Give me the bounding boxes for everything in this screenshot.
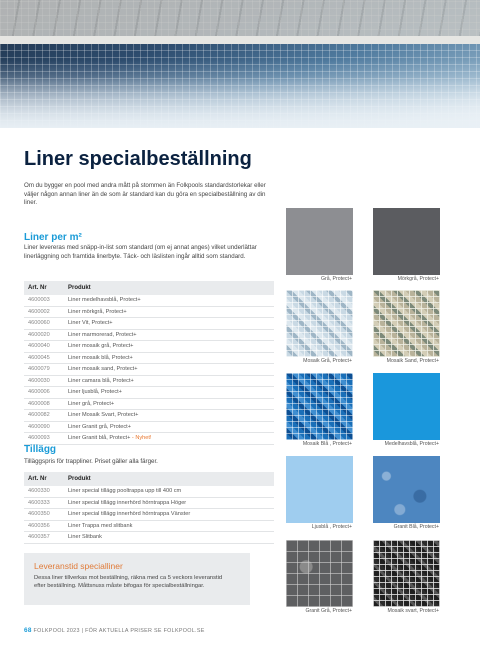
section-description-tillagg: Tilläggspris för trappliner. Priset gäller alla färger. [24, 458, 158, 465]
product-name: Liner mörkgrå, Protect+ [64, 306, 274, 318]
table-row [24, 410, 274, 422]
tillagg-table [24, 472, 274, 544]
swatch-caption: Granit Blå, Protect+ [393, 524, 439, 530]
art-number: 4600356 [24, 520, 64, 532]
swatch-ljusbla [286, 456, 353, 523]
table-row [24, 318, 274, 330]
section-heading-tillagg: Tillägg [24, 444, 57, 455]
table-row [24, 329, 274, 341]
news-badge: - Nyhet! [131, 435, 152, 442]
product-name: Liner special tillägg innerhörd hörntrappa Höger [64, 497, 274, 509]
product-name: Liner grå, Protect+ [64, 398, 274, 410]
swatch-mosaik-sand [373, 290, 440, 357]
art-number: 4600002 [24, 306, 64, 318]
product-name: Liner Mosaik Svart, Protect+ [64, 410, 274, 422]
column-header-art: Art. Nr [24, 281, 64, 295]
swatch-caption: Mosaik svart, Protect+ [387, 608, 439, 614]
swatch-caption: Ljusblå , Protect+ [311, 524, 352, 530]
product-name: Liner mosaik sand, Protect+ [64, 364, 274, 376]
swatch-caption: Mosaik Blå , Protect+ [302, 441, 352, 447]
table-row [24, 433, 274, 445]
column-header-product: Produkt [64, 472, 274, 486]
table-row [24, 295, 274, 306]
table-header-row [24, 472, 274, 486]
column-header-art: Art. Nr [24, 472, 64, 486]
swatch-caption: Mörkgrå, Protect+ [397, 276, 439, 282]
column-header-product: Produkt [64, 281, 274, 295]
table-row [24, 497, 274, 509]
table-row [24, 306, 274, 318]
swatch-morkgra [373, 208, 440, 275]
product-name: Liner camara blå, Protect+ [64, 375, 274, 387]
hero-pool-deck [0, 0, 480, 40]
product-name: Liner Slitbank [64, 532, 274, 544]
section-heading-liner: Liner per m² [24, 232, 82, 243]
art-number: 4600030 [24, 375, 64, 387]
swatch-caption: Granit Grå, Protect+ [305, 608, 352, 614]
notice-text: Dessa liner tillverkas mot beställning, räkna med ca 5 veckors leveranstid efter beställning. Måttsnuss måste bifogas för specialbeställningar. [34, 575, 223, 589]
swatch-caption: Medelhavsblå, Protect+ [384, 441, 439, 447]
product-name: Liner mosaik blå, Protect+ [64, 352, 274, 364]
page-title: Liner specialbeställning [24, 148, 252, 170]
swatch-caption: Mosaik Grå, Protect+ [303, 358, 352, 364]
art-number: 4600079 [24, 364, 64, 376]
table-row [24, 509, 274, 521]
product-name: Liner mosaik grå, Protect+ [64, 341, 274, 353]
swatch-caption: Grå, Protect+ [321, 276, 352, 282]
art-number: 4600006 [24, 387, 64, 399]
art-number: 4600330 [24, 486, 64, 497]
art-number: 4600045 [24, 352, 64, 364]
swatch-granit-gra [286, 540, 353, 607]
table-row [24, 421, 274, 433]
notice-title: Leveranstid specialliner [34, 561, 123, 571]
swatch-mosaik-svart [373, 540, 440, 607]
art-number: 4600082 [24, 410, 64, 422]
swatch-medelhavsbla [373, 373, 440, 440]
section-description-liner: Liner levereras med snäpp-in-list som standard (om ej annat anges) vilket underlättar linerläggning och framtida linerbyte. Täck- och läslisten ingår alltid som standard. [24, 244, 257, 260]
table-row [24, 352, 274, 364]
art-number: 4600003 [24, 295, 64, 306]
swatch-mosaik-bla [286, 373, 353, 440]
page-number: 68 [24, 627, 32, 634]
swatch-granit-bla [373, 456, 440, 523]
table-row [24, 341, 274, 353]
art-number: 4600020 [24, 329, 64, 341]
hero-pool-edge [0, 36, 480, 44]
hero-pool-water [0, 60, 480, 128]
art-number: 4600350 [24, 509, 64, 521]
table-row [24, 364, 274, 376]
page-footer [24, 627, 205, 634]
table-row [24, 375, 274, 387]
intro-text: Om du bygger en pool med andra mått på stommen än Folkpools standardstorlekar eller väljer någon annan liner än de som är standard kan du göra en specialbeställning av din liner. [24, 182, 266, 207]
hero-pool-image [0, 0, 480, 128]
swatch-mosaik-gra [286, 290, 353, 357]
table-row [24, 520, 274, 532]
product-name: Liner Granit grå, Protect+ [64, 421, 274, 433]
product-name: Liner ljusblå, Protect+ [64, 387, 274, 399]
art-number: 4600333 [24, 497, 64, 509]
table-row [24, 398, 274, 410]
product-name: Liner marmorerad, Protect+ [64, 329, 274, 341]
product-name: Liner special tillägg pooltrappa upp till 400 cm [64, 486, 274, 497]
delivery-notice-box [24, 553, 250, 605]
art-number: 4600008 [24, 398, 64, 410]
art-number: 4600090 [24, 421, 64, 433]
liner-table [24, 281, 274, 445]
swatch-gra [286, 208, 353, 275]
footer-text: FOLKPOOL 2023 | FÖR AKTUELLA PRISER SE FOLKPOOL.SE [33, 628, 205, 634]
art-number: 4600093 [24, 433, 64, 445]
table-header-row [24, 281, 274, 295]
art-number: 4600040 [24, 341, 64, 353]
swatch-caption: Mosaik Sand, Protect+ [386, 358, 439, 364]
table-row [24, 387, 274, 399]
product-name: Liner medelhavsblå, Protect+ [64, 295, 274, 306]
art-number: 4600060 [24, 318, 64, 330]
product-name: Liner special tillägg innerhörd hörntrappa Vänster [64, 509, 274, 521]
art-number: 4600357 [24, 532, 64, 544]
table-row [24, 486, 274, 497]
table-row [24, 532, 274, 544]
product-name: Liner Granit blå, Protect+ - Nyhet! [64, 433, 274, 445]
product-name: Liner Trappa med slitbank [64, 520, 274, 532]
product-name: Liner Vit, Protect+ [64, 318, 274, 330]
